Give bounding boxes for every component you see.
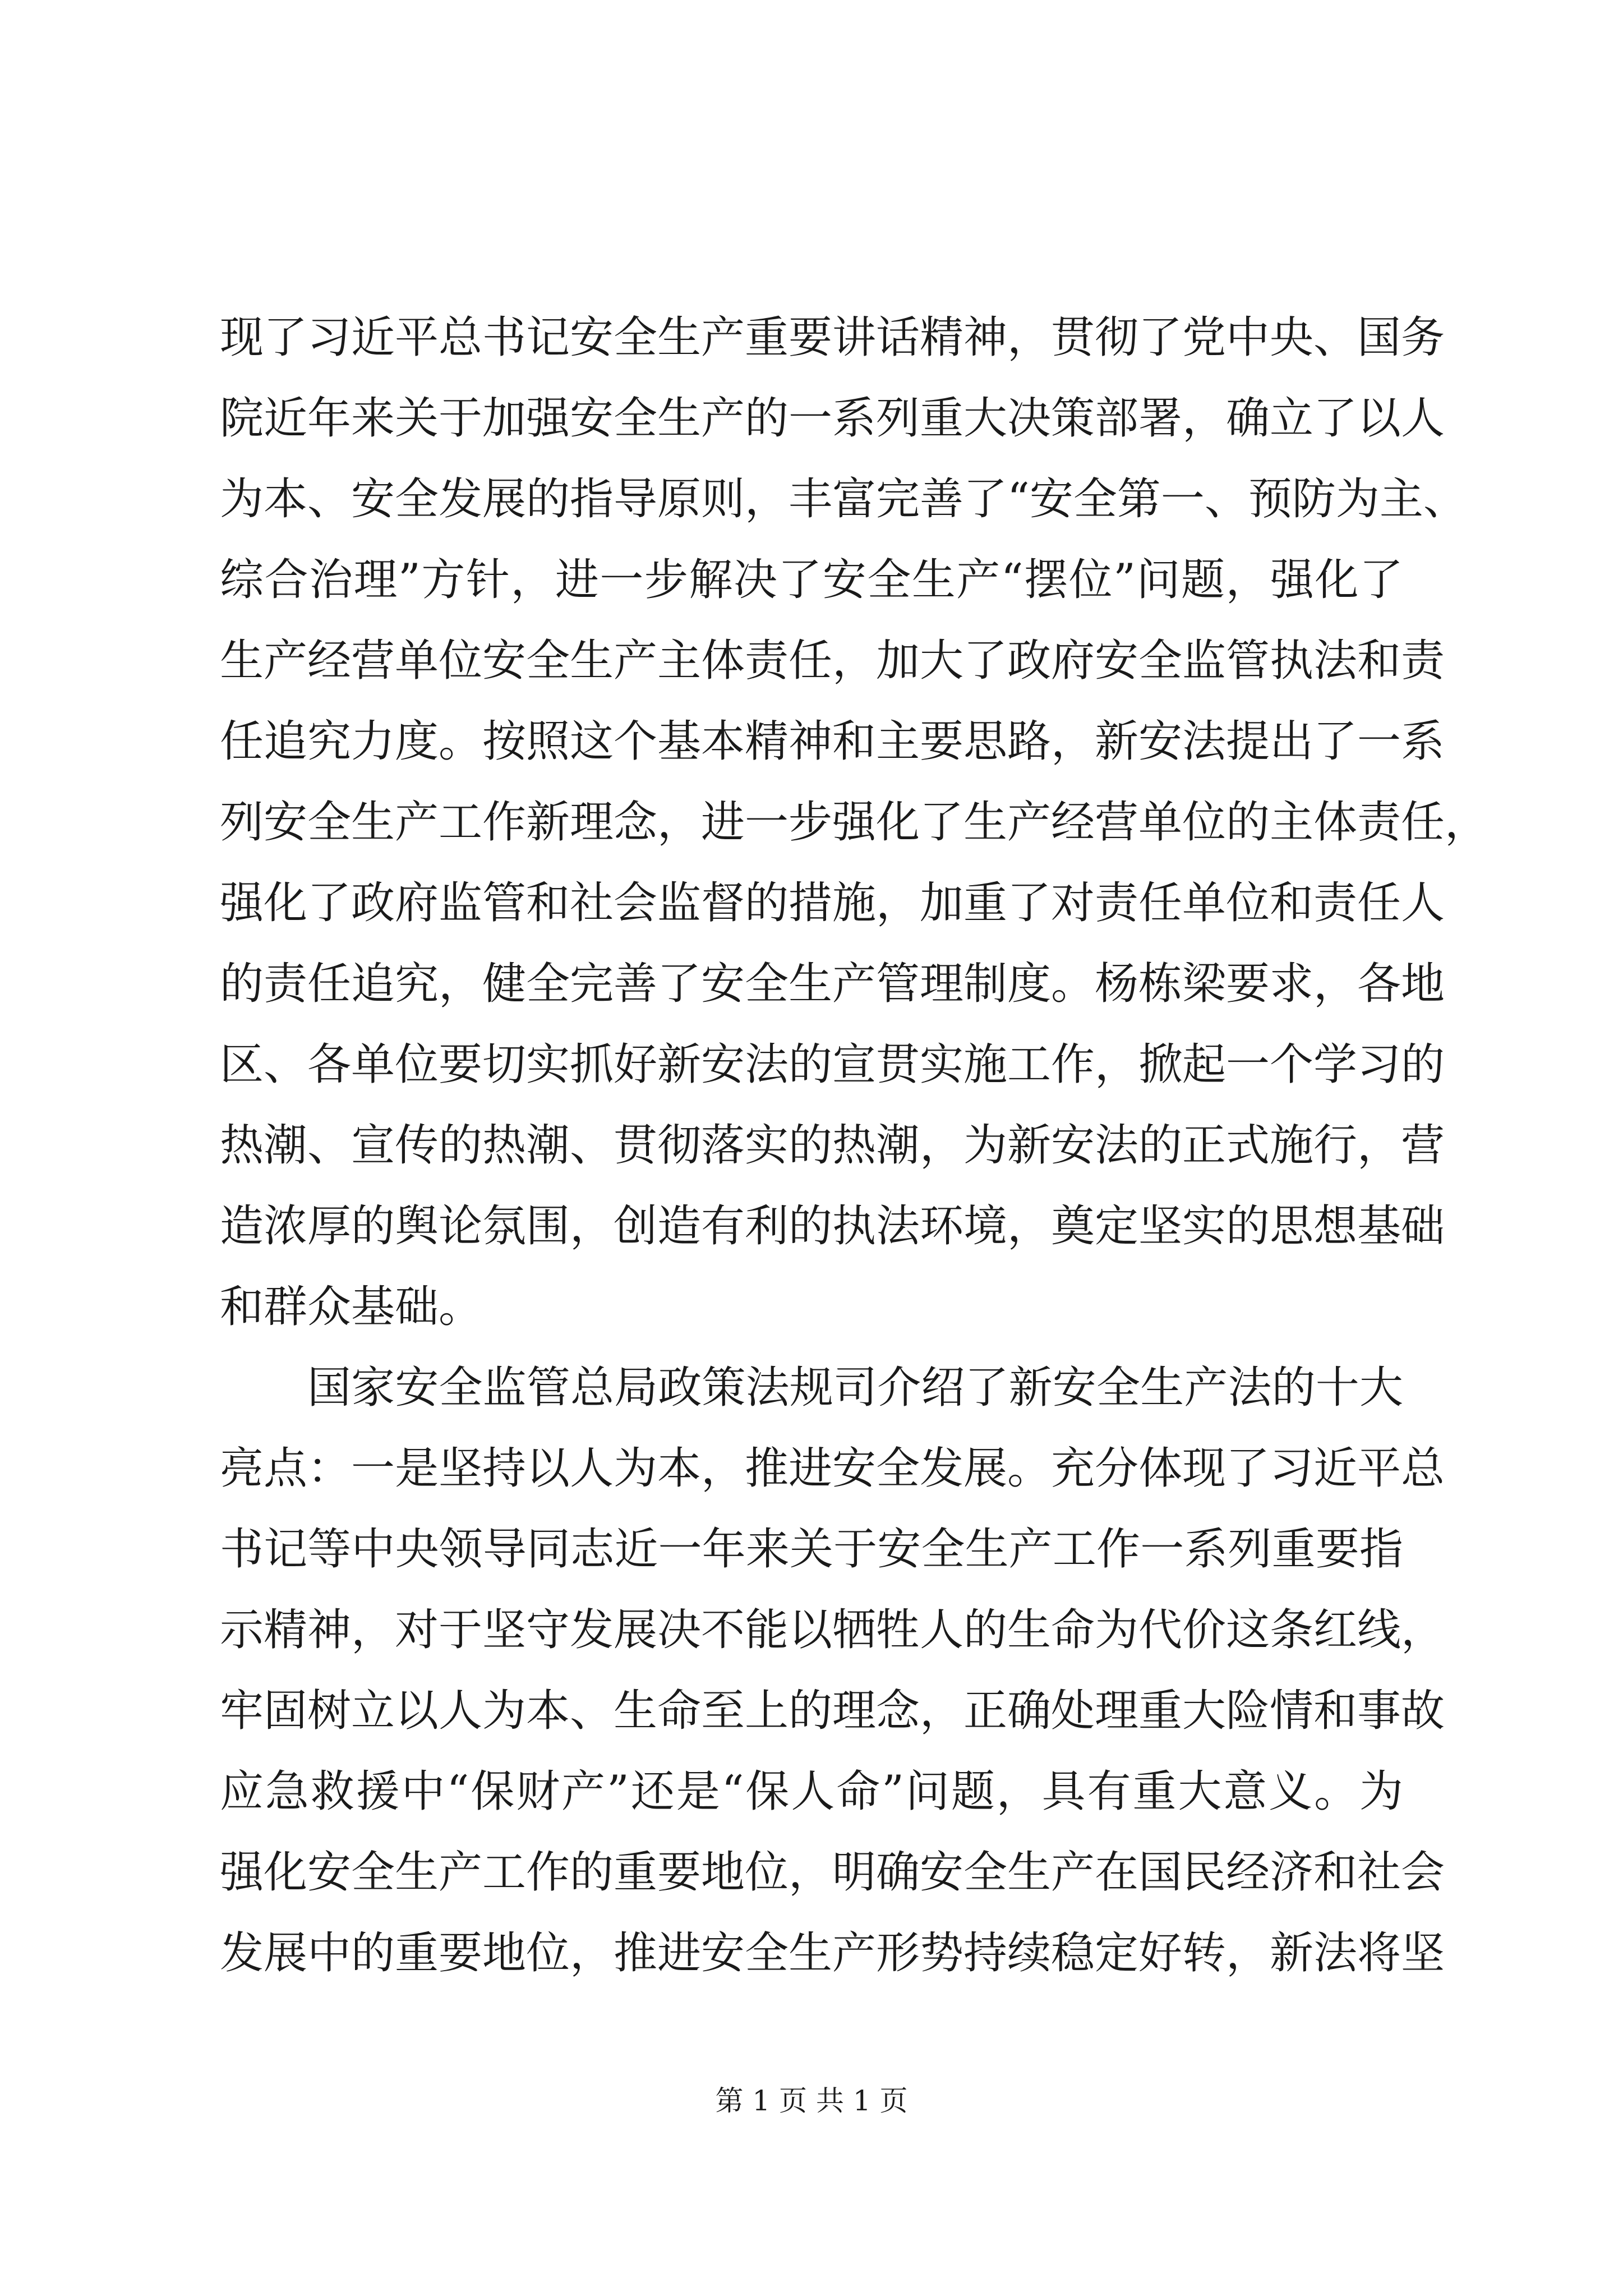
paragraph-2 <box>220 1347 1445 1994</box>
text-line: 和群众基础。 <box>220 1282 483 1332</box>
page-footer <box>0 2078 1623 2119</box>
text-line: 生产经营单位安全生产主体责任，加大了政府安全监管执法和责 <box>220 636 1445 686</box>
text-line: 书记等中央领导同志近一年来关于安全生产工作一系列重要指 <box>220 1524 1403 1575</box>
text-line: 牢固树立以人为本、生命至上的理念，正确处理重大险情和事故 <box>220 1686 1445 1736</box>
text-line: 任追究力度。按照这个基本精神和主要思路，新安法提出了一系 <box>220 716 1445 767</box>
text-line: 现了习近平总书记安全生产重要讲话精神，贯彻了党中央、国务 <box>220 312 1445 363</box>
text-line: 综合治理”方针，进一步解决了安全生产“摆位”问题，强化了 <box>220 555 1403 605</box>
text-line: 强化了政府监管和社会监督的措施，加重了对责任单位和责任人 <box>220 878 1445 928</box>
text-line: 造浓厚的舆论氛围，创造有利的执法环境，奠定坚实的思想基础 <box>220 1201 1445 1251</box>
text-line: 区、各单位要切实抓好新安法的宣贯实施工作，掀起一个学习的 <box>220 1039 1445 1090</box>
text-line: 示精神，对于坚守发展决不能以牺牲人的生命为代价这条红线， <box>220 1605 1445 1655</box>
document-body <box>220 297 1489 1994</box>
text-line: 强化安全生产工作的重要地位，明确安全生产在国民经济和社会 <box>220 1847 1445 1898</box>
page-number: 第 1 页 共 1 页 <box>715 2085 908 2117</box>
paragraph-1 <box>220 297 1489 1347</box>
text-line: 应急救援中“保财产”还是“保人命”问题，具有重大意义。为 <box>220 1766 1403 1817</box>
text-line: 热潮、宣传的热潮、贯彻落实的热潮，为新安法的正式施行，营 <box>220 1120 1445 1171</box>
text-line: 为本、安全发展的指导原则，丰富完善了“安全第一、预防为主、 <box>220 474 1467 524</box>
text-line: 列安全生产工作新理念，进一步强化了生产经营单位的主体责任， <box>220 797 1489 848</box>
text-line: 亮点：一是坚持以人为本，推进安全发展。充分体现了习近平总 <box>220 1443 1445 1494</box>
text-line: 的责任追究，健全完善了安全生产管理制度。杨栋梁要求，各地 <box>220 959 1445 1009</box>
text-line: 发展中的重要地位，推进安全生产形势持续稳定好转，新法将坚 <box>220 1928 1445 1978</box>
text-line: 院近年来关于加强安全生产的一系列重大决策部署，确立了以人 <box>220 393 1445 444</box>
text-line: 国家安全监管总局政策法规司介绍了新安全生产法的十大 <box>307 1363 1403 1413</box>
